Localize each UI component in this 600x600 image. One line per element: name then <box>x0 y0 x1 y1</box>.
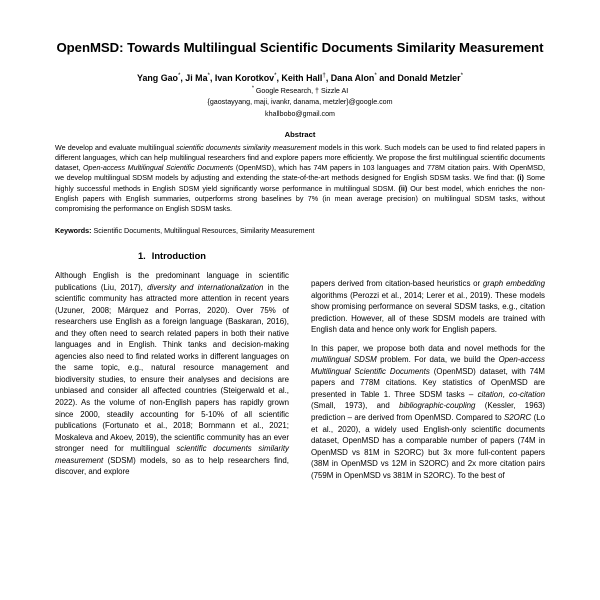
keywords-value: Scientific Documents, Multilingual Resources, Similarity Measurement <box>91 227 315 236</box>
body-columns <box>55 251 545 481</box>
right-column-top-spacer <box>311 251 545 278</box>
column-left <box>55 251 289 481</box>
paragraph: In this paper, we propose both data and novel methods for the multilingual SDSM problem. For data, we build the Open-access Multilingual Scientific Documents (OpenMSD) dataset, with 74M papers and 778M citations. Key statistics of OpenMSD are presented in Table 1. Three SDSM tasks – citation, co-citation (Small, 1973), and bibliographic-coupling (Kessler, 1963) prediction – are derived from OpenMSD. Compared to S2ORC (Lo et al., 2020), a widely used English-only scientific documents dataset, OpenMSD has a comparable number of papers (74M in OpenMSD vs 81M in S2ORC) but 3x more full-content papers (38M in OpenMSD vs 12M in S2ORC) and 2x more citation pairs (759M in OpenMSD vs 381M in S2ORC). To the best of <box>311 343 546 480</box>
keywords-line <box>55 226 545 236</box>
section-number: 1. <box>138 251 146 262</box>
page-title: OpenMSD: Towards Multilingual Scientific Documents Similarity Measurement <box>56 40 544 55</box>
left-column-body <box>55 270 289 478</box>
section-heading-introduction <box>55 251 289 261</box>
paragraph: papers derived from citation-based heuristics or graph embedding algorithms (Perozzi et al., 2014; Lerer et al., 2019). These models show promising performance on several SDSM tasks, e.g., citation prediction. However, all of these SDSM models are trained with English data and hence only work for English papers. <box>311 279 545 335</box>
paragraph: Although English is the predominant language in scientific publications (Liu, 2017), diversity and internationalization in the scientific community has attracted more attention in recent years (Uzuner, 2008; Márquez and Porras, 2020). Over 75% of researchers use English as a foreign language (Baskaran, 2016), and they often need to search related papers in both their native languages and in English. Think tanks and decision-making agencies also need to find related works in different languages on the same topic, e.g., natural resource management and biodiversity studies, to ensure their analyses and decisions are unbiased and consider all affected countries (Steigerwald et al., 2022). As the volume of non-English papers has rapidly grown since 2000, steadily accounting for 5-10% of all scientific publications (Fortunato et al., 2018; Bornmann et al., 2021; Moskaleva and Akoev, 2019), the scientific community has an ever stronger need for multilingual scientific documents similarity measurement (SDSM) models, so as to help researchers find, discover, and explore <box>55 271 289 477</box>
section-title: Introduction <box>151 251 206 262</box>
abstract-body: We develop and evaluate multilingual scientific documents similarity measurement models in this work. Such models can be used to find related papers in different languages, which can help multilingual researchers find and explore papers more efficiently. We propose the first multilingual scientific documents dataset, Open-access Multilingual Scientific Documents (OpenMSD), which has 74M papers in 103 languages and 778M citation pairs. With OpenMSD, we develop multilingual SDSM models by adjusting and extending the state-of-the-art methods designed for English SDSM tasks. We find that: (i) Some highly successful methods in English SDSM yield significantly worse performance in multilingual SDSM. (ii) Our best model, which enriches the non-English papers with English summaries, outperforms strong baselines by 7% (in mean average precision) on multilingual SDSM tasks, without compromising the performance on English SDSM tasks. <box>55 143 546 213</box>
abstract-heading: Abstract <box>284 129 316 139</box>
column-right <box>311 251 545 481</box>
email-line-secondary: khallbobo@gmail.com <box>265 109 335 118</box>
email-line-primary: {gaostayyang, maji, ivankr, danama, metzler}@google.com <box>207 98 393 107</box>
right-column-body <box>311 278 545 481</box>
keywords-label: Keywords: <box>55 227 92 236</box>
affiliation-line: * Google Research, † Sizzle AI <box>251 85 349 95</box>
author-list: Yang Gao*, Ji Ma*, Ivan Korotkov*, Keith Hall†, Dana Alon* and Donald Metzler* <box>137 72 463 84</box>
